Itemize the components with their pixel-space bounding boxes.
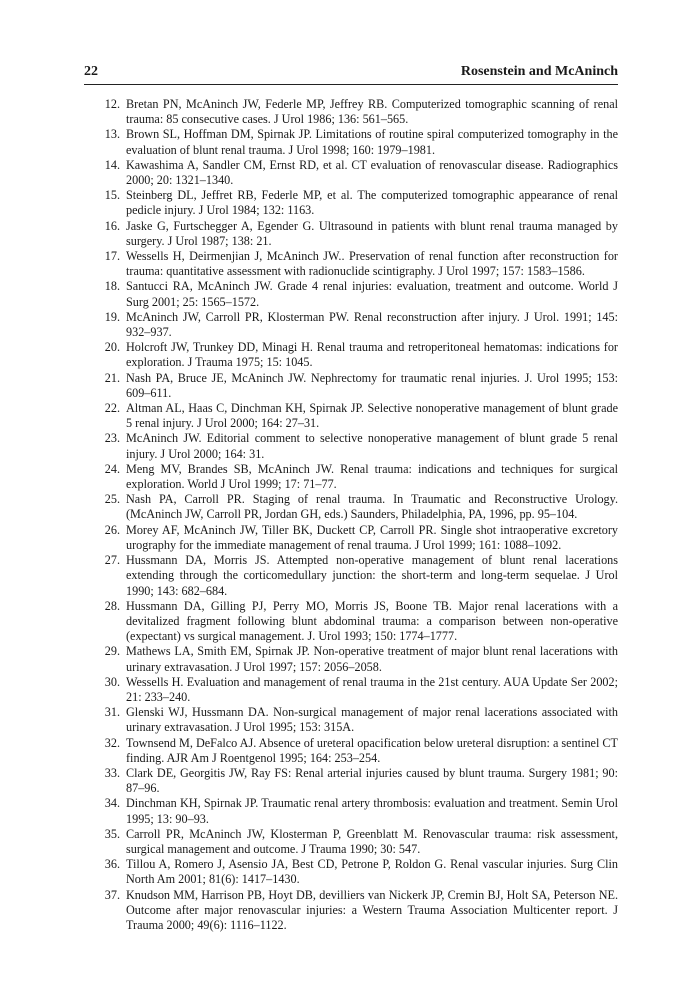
reference-number: 24. [104,461,120,476]
reference-list [96,97,618,933]
reference-text: Morey AF, McAninch JW, Tiller BK, Duckett CP, Carroll PR. Single shot intraoperative excretory urography for the immediate management of renal trauma. J Urol 1999; 161: 1088–1092. [126,522,618,552]
reference-number: 36. [104,857,120,872]
page-header [84,64,618,85]
reference-item [96,127,618,157]
reference-number: 13. [104,127,120,142]
reference-text: McAninch JW, Carroll PR, Klosterman PW. Renal reconstruction after injury. J Urol. 1991; 145: 932–937. [126,309,618,340]
reference-number: 12. [104,97,120,111]
reference-item [96,158,618,188]
reference-text: Brown SL, Hoffman DM, Spirnak JP. Limitations of routine spiral computerized tomography in the evaluation of blunt renal trauma. J Urol 1998; 160: 1979–1981. [126,127,618,157]
reference-item [96,431,618,461]
reference-item [96,675,618,705]
reference-number: 35. [104,826,120,841]
reference-item [96,310,618,340]
reference-number: 18. [104,279,120,294]
reference-number: 32. [104,735,120,750]
reference-text: Clark DE, Georgitis JW, Ray FS: Renal arterial injuries caused by blunt trauma. Surgery 1981; 90: 87–96. [126,765,618,796]
reference-item [96,97,618,127]
reference-number: 22. [104,401,120,416]
reference-text: Altman AL, Haas C, Dinchman KH, Spirnak JP. Selective nonoperative management of blunt grade 5 renal injury. J Urol 2000; 164: 27–31. [126,401,618,431]
reference-text: Meng MV, Brandes SB, McAninch JW. Renal trauma: indications and techniques for surgical exploration. World J Urol 1999; 17: 71–77. [126,461,618,492]
reference-item [96,523,618,553]
reference-number: 21. [104,370,120,385]
reference-text: Glenski WJ, Hussmann DA. Non-surgical management of major renal lacerations associated with urinary extravasation. J Urol 1995; 153: 315A. [126,705,618,735]
reference-number: 19. [104,309,120,324]
reference-item [96,401,618,431]
reference-number: 30. [104,674,120,689]
running-head: Rosenstein and McAninch [460,64,618,79]
reference-item [96,644,618,674]
reference-text: Nash PA, Carroll PR. Staging of renal trauma. In Traumatic and Reconstructive Urology. (McAninch JW, Carroll PR, Jordan GH, eds.) Saunders, Philadelphia, PA, 1996, pp. 95–104. [126,492,618,522]
reference-item [96,188,618,218]
reference-text: Wessells H, Deirmenjian J, McAninch JW.. Preservation of renal function after reconstruction for trauma: quantitative assessment with radionuclide scintigraphy. J Urol 1997; 157: 1583–1586. [126,249,618,279]
reference-text: Townsend M, DeFalco AJ. Absence of ureteral opacification below ureteral disruption: a sentinel CT finding. AJR Am J Roentgenol 1995; 164: 253–254. [126,735,618,765]
reference-number: 31. [104,705,120,720]
reference-text: Knudson MM, Harrison PB, Hoyt DB, devilliers van Nickerk JP, Cremin BJ, Holt SA, Peterson NE. Outcome after major renovascular injuries: a Western Trauma Association Multicenter report. J Trauma 2000; 49(6): 1116–1122. [126,887,618,932]
reference-item [96,219,618,249]
reference-number: 34. [104,796,120,811]
reference-text: Jaske G, Furtschegger A, Egender G. Ultrasound in patients with blunt renal trauma managed by surgery. J Urol 1987; 138: 21. [126,218,618,248]
reference-text: Dinchman KH, Spirnak JP. Traumatic renal artery thrombosis: evaluation and treatment. Semin Urol 1995; 13: 90–93. [126,796,618,826]
reference-item [96,340,618,370]
reference-item [96,279,618,309]
reference-text: Nash PA, Bruce JE, McAninch JW. Nephrectomy for traumatic renal injuries. J. Urol 1995; 153: 609–611. [126,370,618,400]
reference-text: Steinberg DL, Jeffret RB, Federle MP, et al. The computerized tomographic appearance of renal pedicle injury. J Urol 1984; 132: 1163. [126,188,618,218]
reference-item [96,827,618,857]
reference-text: McAninch JW. Editorial comment to selective nonoperative management of blunt grade 5 renal injury. J Urol 2000; 164: 31. [126,431,618,461]
page-number: 22 [84,64,98,79]
reference-number: 25. [104,492,120,507]
reference-text: Hussmann DA, Morris JS. Attempted non-operative management of blunt renal lacerations extending through the corticomedullary junction: the short-term and long-term sequelae. J Urol 1990; 143: 682–684. [126,553,618,598]
reference-number: 27. [104,553,120,568]
reference-text: Mathews LA, Smith EM, Spirnak JP. Non-operative treatment of major blunt renal lacerations with urinary extravasation. J Urol 1997; 157: 2056–2058. [126,644,618,674]
reference-number: 28. [104,598,120,613]
reference-item [96,553,618,599]
reference-text: Carroll PR, McAninch JW, Klosterman P, Greenblatt M. Renovascular trauma: risk assessment, surgical management and outcome. J Trauma 1990; 30: 547. [126,826,618,856]
reference-text: Kawashima A, Sandler CM, Ernst RD, et al. CT evaluation of renovascular disease. Radiographics 2000; 20: 1321–1340. [126,157,618,188]
reference-item [96,736,618,766]
reference-text: Tillou A, Romero J, Asensio JA, Best CD, Petrone P, Roldon G. Renal vascular injuries. Surg Clin North Am 2001; 81(6): 1417–1430. [126,857,618,887]
reference-item [96,371,618,401]
reference-item [96,705,618,735]
reference-text: Holcroft JW, Trunkey DD, Minagi H. Renal trauma and retroperitoneal hematomas: indications for exploration. J Trauma 1975; 15: 1045. [126,340,618,370]
reference-number: 17. [104,249,120,264]
reference-item [96,462,618,492]
reference-item [96,249,618,279]
reference-item [96,796,618,826]
reference-item [96,492,618,522]
reference-number: 15. [104,188,120,203]
reference-number: 23. [104,431,120,446]
reference-item [96,599,618,645]
reference-number: 33. [104,765,120,780]
reference-number: 29. [104,644,120,659]
reference-item [96,888,618,934]
reference-text: Hussmann DA, Gilling PJ, Perry MO, Morris JS, Boone TB. Major renal lacerations with a devitalized fragment following blunt abdominal trauma: a comparison between non-operative (expectant) vs surgical management. J. Urol 1993; 150: 1774–1777. [126,598,618,644]
reference-text: Santucci RA, McAninch JW. Grade 4 renal injuries: evaluation, treatment and outcome. World J Surg 2001; 25: 1565–1572. [126,279,618,309]
reference-text: Bretan PN, McAninch JW, Federle MP, Jeffrey RB. Computerized tomographic scanning of renal trauma: 85 consecutive cases. J Urol 1986; 136: 561–565. [126,97,618,127]
reference-text: Wessells H. Evaluation and management of renal trauma in the 21st century. AUA Update Ser 2002; 21: 233–240. [126,674,618,704]
reference-number: 26. [104,522,120,537]
reference-number: 14. [104,157,120,172]
reference-number: 37. [104,887,120,902]
reference-item [96,857,618,887]
reference-number: 20. [104,340,120,355]
reference-item [96,766,618,796]
reference-number: 16. [104,218,120,233]
